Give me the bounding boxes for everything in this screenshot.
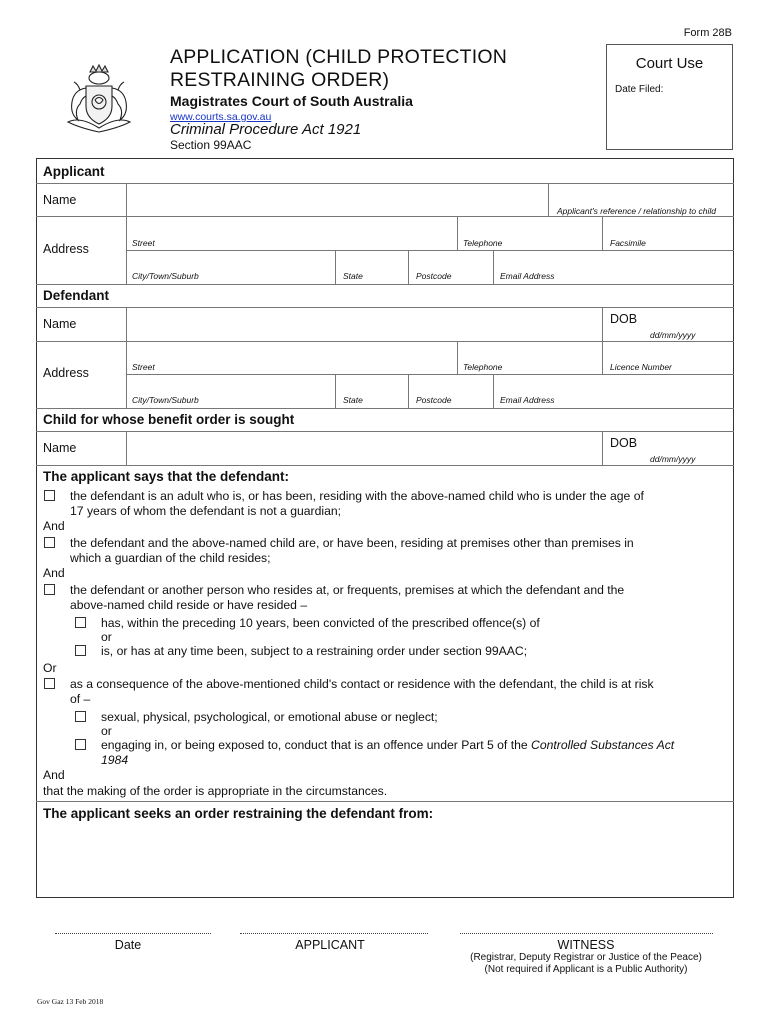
ground-3b-text: is, or has at any time been, subject to a restraining order under section 99AAC;	[101, 644, 528, 658]
defendant-email-field[interactable]	[494, 375, 733, 393]
section-reference: Section 99AAC	[170, 138, 252, 152]
ground-1-text	[70, 489, 644, 518]
ground-2-line-2: which a guardian of the child resides;	[70, 550, 271, 565]
defendant-dob-label: DOB	[610, 312, 638, 326]
court-name: Magistrates Court of South Australia	[170, 93, 413, 109]
defendant-heading: Defendant	[43, 288, 110, 303]
applicant-state-label: State	[343, 271, 363, 281]
defendant-name-label: Name	[43, 317, 77, 331]
ground-4-checkbox[interactable]	[44, 678, 55, 689]
or-connector-1: or	[101, 630, 112, 644]
ground-1-line-2: 17 years of whom the defendant is not a guardian;	[70, 503, 342, 518]
defendant-state-label: State	[343, 395, 363, 405]
ground-4b-prefix: engaging in, or being exposed to, conduct that is an offence under Part 5 of the	[101, 738, 532, 752]
ground-4a-text: sexual, physical, psychological, or emotional abuse or neglect;	[101, 710, 438, 724]
ground-3b-checkbox[interactable]	[75, 645, 86, 656]
and-connector-3: And	[43, 768, 65, 782]
applicant-city-field[interactable]	[127, 251, 335, 269]
applicant-telephone-label: Telephone	[463, 238, 503, 248]
defendant-address-label: Address	[43, 366, 89, 380]
applicant-heading: Applicant	[43, 164, 105, 179]
applicant-name-label: Name	[43, 193, 77, 207]
witness-label: WITNESS	[557, 938, 615, 952]
child-heading: Child for whose benefit order is sought	[43, 412, 295, 427]
applicant-address-label: Address	[43, 242, 89, 256]
witness-note-1: (Registrar, Deputy Registrar or Justice of the Peace)	[470, 952, 702, 963]
date-label: Date	[114, 938, 142, 952]
or-connector-2: Or	[43, 661, 57, 675]
ground-2-text	[70, 536, 634, 565]
ground-3-text	[70, 583, 624, 612]
ground-3a-text: has, within the preceding 10 years, been convicted of the prescribed offence(s) of	[101, 616, 540, 630]
date-filed-label: Date Filed:	[615, 84, 664, 95]
or-connector-3: or	[101, 724, 112, 738]
and-connector-1: And	[43, 519, 65, 533]
ground-4b-year: 1984	[101, 752, 129, 767]
witness-note-2: (Not required if Applicant is a Public Authority)	[484, 964, 688, 975]
defendant-postcode-field[interactable]	[409, 375, 493, 393]
defendant-state-field[interactable]	[336, 375, 408, 393]
ground-1-checkbox[interactable]	[44, 490, 55, 501]
ground-4a-checkbox[interactable]	[75, 711, 86, 722]
form-title	[170, 46, 507, 92]
act-name: Criminal Procedure Act 1921	[170, 121, 362, 138]
ground-4b-checkbox[interactable]	[75, 739, 86, 750]
coat-of-arms-icon	[60, 62, 138, 136]
ground-4b-act: Controlled Substances Act	[531, 738, 675, 752]
defendant-postcode-label: Postcode	[416, 395, 452, 405]
child-dob-label: DOB	[610, 436, 638, 450]
ground-4-text	[70, 677, 654, 706]
defendant-telephone-label: Telephone	[463, 362, 503, 372]
applicant-city-label: City/Town/Suburb	[132, 271, 199, 281]
child-name-field[interactable]	[127, 432, 601, 464]
court-website-link[interactable]: www.courts.sa.gov.au	[170, 111, 272, 123]
applicant-street-label: Street	[132, 238, 155, 248]
applicant-label: APPLICANT	[295, 938, 365, 952]
ground-3-line-1: the defendant or another person who resides at, or frequents, premises at which the defendant and the	[70, 583, 625, 597]
child-dob-format: dd/mm/yyyy	[650, 454, 696, 464]
applicant-state-field[interactable]	[336, 251, 408, 269]
ground-3-checkbox[interactable]	[44, 584, 55, 595]
grounds-heading: The applicant says that the defendant:	[43, 469, 290, 484]
defendant-email-label: Email Address	[500, 395, 555, 405]
ground-2-line-1: the defendant and the above-named child are, or have been, residing at premises other than premises in	[70, 536, 634, 550]
applicant-postcode-label: Postcode	[416, 271, 452, 281]
ground-4-line-2: of –	[70, 691, 91, 706]
defendant-dob-format: dd/mm/yyyy	[650, 330, 696, 340]
ground-1-line-1: the defendant is an adult who is, or has been, residing with the above-named child who is under the age of	[70, 489, 644, 503]
applicant-facsimile-label: Facsimile	[610, 238, 646, 248]
court-use-box	[606, 44, 733, 150]
form-title-line-2: RESTRAINING ORDER)	[170, 69, 390, 91]
ground-3a-checkbox[interactable]	[75, 617, 86, 628]
defendant-city-label: City/Town/Suburb	[132, 395, 199, 405]
and-connector-2: And	[43, 566, 65, 580]
applicant-postcode-field[interactable]	[409, 251, 493, 269]
order-details-field[interactable]	[38, 826, 732, 894]
closing-statement: that the making of the order is appropriate in the circumstances.	[43, 784, 388, 798]
applicant-reference-label: Applicant's reference / relationship to child	[557, 206, 716, 216]
applicant-signature-line[interactable]	[240, 933, 428, 934]
form-title-line-1: APPLICATION (CHILD PROTECTION	[170, 46, 507, 68]
defendant-name-field[interactable]	[127, 308, 601, 340]
witness-signature-line[interactable]	[460, 933, 713, 934]
defendant-street-label: Street	[132, 362, 155, 372]
ground-4-line-1: as a consequence of the above-mentioned child's contact or residence with the defendant, the child is at risk	[70, 677, 654, 691]
defendant-licence-label: Licence Number	[610, 362, 672, 372]
applicant-email-field[interactable]	[494, 251, 733, 269]
form-number: Form 28B	[683, 27, 732, 39]
ground-2-checkbox[interactable]	[44, 537, 55, 548]
applicant-name-field[interactable]	[127, 184, 548, 215]
defendant-city-field[interactable]	[127, 375, 335, 393]
ground-4b-text	[101, 738, 674, 767]
applicant-email-label: Email Address	[500, 271, 555, 281]
ground-3-line-2: above-named child reside or have resided –	[70, 597, 308, 612]
child-name-label: Name	[43, 441, 77, 455]
date-signature-line[interactable]	[55, 933, 211, 934]
court-use-heading: Court Use	[635, 55, 704, 72]
footer-gazette: Gov Gaz 13 Feb 2018	[37, 997, 104, 1006]
order-heading: The applicant seeks an order restraining the defendant from:	[43, 806, 434, 821]
